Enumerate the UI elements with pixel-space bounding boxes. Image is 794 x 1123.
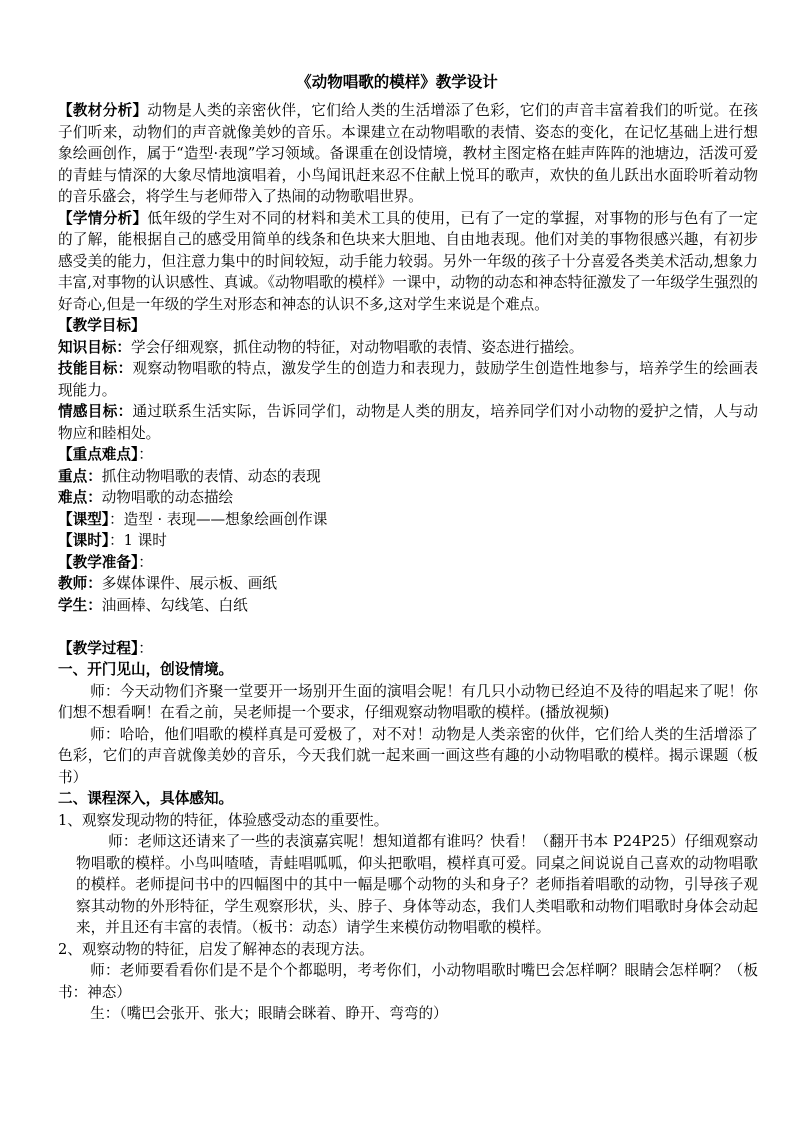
emotion-text: 通过联系生活实际，告诉同学们，动物是人类的朋友，培养同学们对小动物的爱护之情，人与动物应和睦相处。: [58, 403, 758, 442]
prep-colon: ：: [138, 553, 153, 571]
section-2-item-2-answer: 生：（嘴巴会张开、张大；眼睛会眯着、睁开、弯弯的）: [90, 1005, 448, 1022]
student-prep-text: 油画棒、勾线笔、白纸: [101, 596, 248, 614]
student-label: 【学情分析】: [58, 209, 148, 227]
student-prep-label: 学生：: [58, 596, 102, 614]
teacher-label: 教师：: [58, 575, 102, 592]
student-prep: [58, 595, 758, 617]
skill-text: 观察动物唱歌的特点，激发学生的创造力和表现力，鼓励学生创造性地参与，培养学生的绘画表现能力。: [58, 360, 758, 399]
focus-line: [58, 466, 758, 488]
spacer: [58, 616, 758, 638]
hours-text: ：1 课时: [109, 532, 167, 549]
analysis-text: 动物是人类的亲密伙伴，它们给人类的生活增添了色彩，它们的声音丰富着我们的听觉。在孩子们听来，动物们的声音就像美妙的音乐。本课建立在动物唱歌的表情、姿态的变化，在记忆基础上进行想象绘画创作，属于“造型·表现”学习领域。备课重在创设情境，教材主图定格在蛙声阵阵的池塘边，活泼可爱的青蛙与情深的大象尽情地演唱着，小鸟闻讯赶来忍不住献上悦耳的歌声，欢快的鱼儿跃出水面聆听着动物的音乐盛会，将学生与老师带入了热闹的动物歌唱世界。: [58, 102, 758, 205]
section-1-title: 一、开门见山，创设情境。: [58, 661, 234, 678]
goals-heading: 【教学目标】: [58, 317, 146, 334]
emotion-goal: [58, 401, 758, 444]
knowledge-label: 知识目标：: [58, 338, 131, 356]
type-text: ：造型 · 表现——想象绘画创作课: [109, 510, 328, 528]
key-label: 【重点难点】: [58, 446, 139, 463]
section-2-item-1-paragraph: 师：老师这还请来了一些的表演嘉宾呢！想知道都有谁吗？快看！（翻开书本 P24P25）仔细观察动物唱歌的模样。小鸟叫喳喳，青蛙唱呱呱，仰头把歌唱，模样真可爱。同桌之间说说自己喜欢的动物唱歌的模样。老师提问书中的四幅图中的其中一幅是哪个动物的头和身子？老师指着唱歌的动物，引导孩子观察其动物的外形特征，学生观察形状，头、脖子、身体等动态，我们人类唱歌和动物们唱歌时身体会动起来，并且还有丰富的表情。（板书：动态）请学生来模仿动物唱歌的模样。: [76, 833, 758, 936]
knowledge-text: 学会仔细观察，抓住动物的特征，对动物唱歌的表情、姿态进行描绘。: [130, 338, 584, 356]
process-heading: [58, 638, 758, 660]
section-2-item-2-paragraph: 师：老师要看看你们是不是个个都聪明，考考你们，小动物唱歌时嘴巴会怎样啊？眼睛会怎样啊？（板书：神态）: [58, 962, 758, 1001]
key-heading: [58, 444, 758, 466]
section-1-paragraph-1: 师：今天动物们齐聚一堂要开一场别开生面的演唱会呢！有几只小动物已经迫不及待的唱起来了呢！你们想不想看啊！在看之前，吴老师提一个要求，仔细观察动物唱歌的模样。(播放视频): [58, 682, 758, 721]
prep-label: 【教学准备】: [58, 553, 139, 571]
section-2-title: 二、课程深入，具体感知。: [58, 790, 234, 807]
knowledge-goal: [58, 337, 758, 359]
teacher-prep: [58, 573, 758, 595]
document-title: 《动物唱歌的模样》教学设计: [296, 72, 498, 91]
section-2-item-1: 1、观察发现动物的特征，体验感受动态的重要性。: [58, 811, 389, 829]
focus-text: 抓住动物唱歌的表情、动态的表现: [101, 467, 321, 485]
hours-label: 【课时】: [58, 532, 110, 549]
emotion-label: 情感目标：: [58, 403, 133, 420]
skill-label: 技能目标：: [58, 360, 133, 377]
student-analysis: [58, 208, 758, 316]
document-body: [58, 100, 758, 1025]
lesson-type: [58, 509, 758, 531]
process-colon: ：: [138, 639, 153, 657]
section-2-item-2: 2、观察动物的特征，启发了解神态的表现方法。: [58, 940, 374, 958]
difficulty-label: 难点：: [58, 489, 102, 506]
student-text: 低年级的学生对不同的材料和美术工具的使用，已有了一定的掌握，对事物的形与色有了一定的了解，能根据自己的感受用简单的线条和色块来大胆地、自由地表现。他们对美的事物很感兴趣，有初步感受美的能力，但注意力集中的时间较短，动手能力较弱。另外一年级的孩子十分喜爱各类美术活动,想象力丰富,对事物的认识感性、真诚。《动物唱歌的模样》一课中，动物的动态和神态特征激发了一年级学生强烈的好奇心,但是一年级的学生对形态和神态的认识不多,这对学生来说是个难点。: [58, 209, 758, 313]
difficulty-text: 动物唱歌的动态描绘: [101, 489, 234, 506]
lesson-hours: [58, 530, 758, 552]
skill-goal: [58, 358, 758, 401]
difficulty-line: [58, 487, 758, 509]
process-label: 【教学过程】: [58, 639, 139, 657]
focus-label: 重点：: [58, 467, 102, 485]
section-1-paragraph-2: 师：哈哈，他们唱歌的模样真是可爱极了，对不对！动物是人类亲密的伙伴，它们给人类的生活增添了色彩，它们的声音就像美妙的音乐，今天我们就一起来画一画这些有趣的小动物唱歌的模样。揭示课题（板书）: [58, 725, 758, 786]
teacher-text: 多媒体课件、展示板、画纸: [101, 575, 277, 592]
analysis-label: 【教材分析】: [58, 102, 148, 119]
prep-heading: [58, 552, 758, 574]
textbook-analysis: [58, 100, 758, 208]
type-label: 【课型】: [58, 510, 110, 528]
key-colon: ：: [138, 446, 153, 463]
